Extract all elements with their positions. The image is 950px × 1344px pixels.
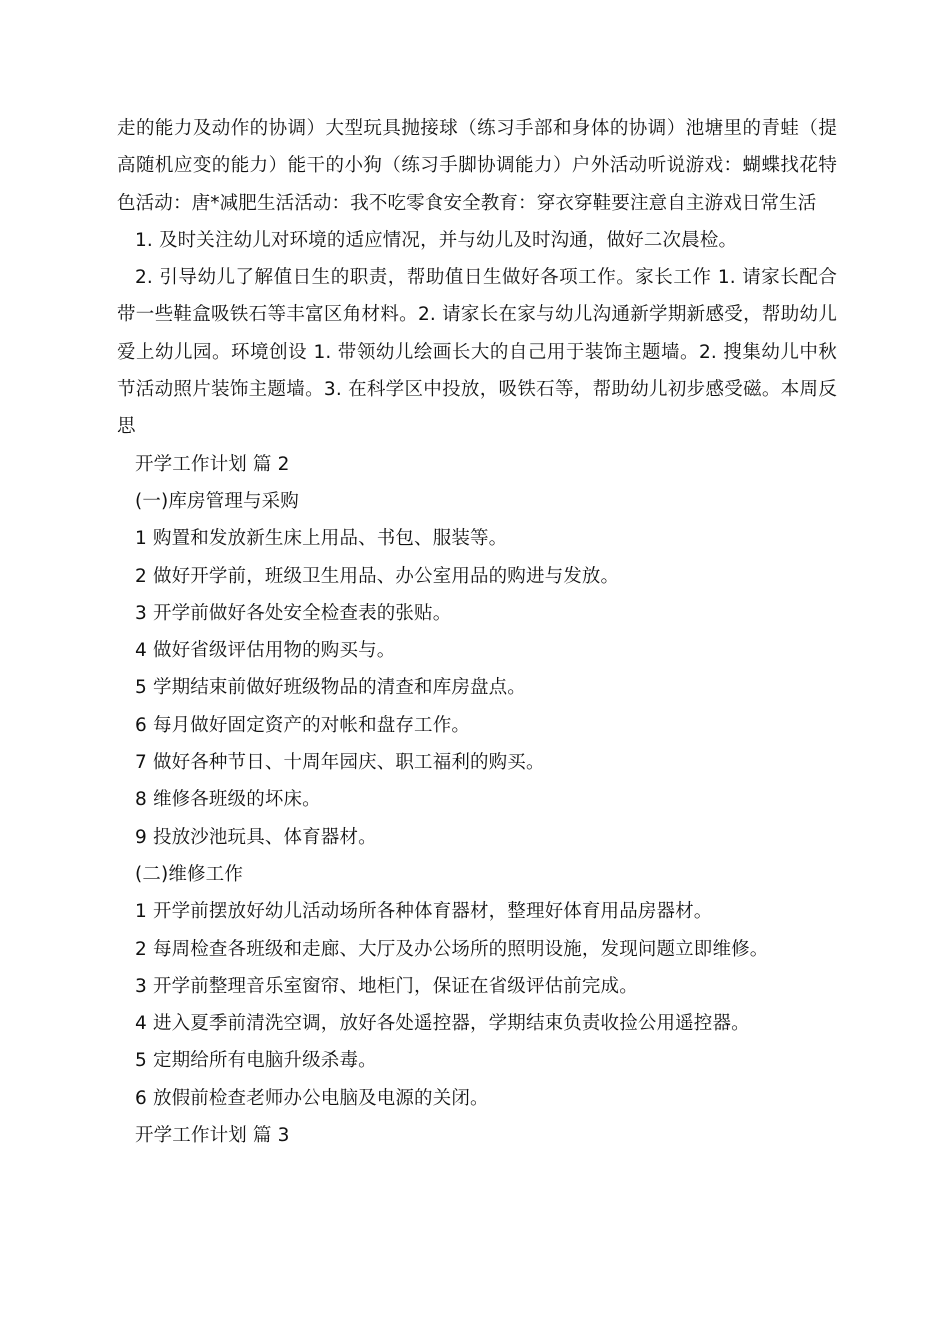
daily-item-1: 1. 及时关注幼儿对环境的适应情况，并与幼儿及时沟通，做好二次晨检。 bbox=[135, 229, 738, 251]
list-item: 5 学期结束前做好班级物品的清查和库房盘点。 bbox=[135, 677, 526, 699]
list-item: 7 做好各种节日、十周年园庆、职工福利的购买。 bbox=[135, 752, 545, 774]
section-3-heading: 开学工作计划 篇 3 bbox=[135, 1125, 290, 1147]
subsection-maintenance-title: (二)维修工作 bbox=[135, 863, 243, 885]
list-item: 8 维修各班级的坏床。 bbox=[135, 789, 321, 811]
opening-paragraph: 走的能力及动作的协调）大型玩具抛接球（练习手部和身体的协调）池塘里的青蛙（提高随机应变的能力）能干的小狗（练习手脚协调能力）户外活动听说游戏：蝴蝶找花特色活动：唐*减肥生活活动：我不吃零食安全教育：穿衣穿鞋要注意自主游戏日常生活 bbox=[117, 118, 837, 214]
list-item: 9 投放沙池玩具、体育器材。 bbox=[135, 826, 377, 848]
subsection-warehouse-title: (一)库房管理与采购 bbox=[135, 490, 299, 512]
list-item: 1 开学前摆放好幼儿活动场所各种体育器材，整理好体育用品房器材。 bbox=[135, 901, 713, 923]
list-item: 3 开学前做好各处安全检查表的张贴。 bbox=[135, 602, 452, 624]
list-item: 4 做好省级评估用物的购买与。 bbox=[135, 640, 396, 662]
list-item: 1 购置和发放新生床上用品、书包、服装等。 bbox=[135, 528, 508, 550]
list-item: 2 做好开学前，班级卫生用品、办公室用品的购进与发放。 bbox=[135, 565, 620, 587]
list-item: 6 每月做好固定资产的对帐和盘存工作。 bbox=[135, 714, 471, 736]
section-2-heading: 开学工作计划 篇 2 bbox=[135, 453, 290, 475]
list-item: 6 放假前检查老师办公电脑及电源的关闭。 bbox=[135, 1087, 489, 1109]
list-item: 5 定期给所有电脑升级杀毒。 bbox=[135, 1050, 377, 1072]
list-item: 4 进入夏季前清洗空调，放好各处遥控器，学期结束负责收捡公用遥控器。 bbox=[135, 1013, 750, 1035]
document-page bbox=[117, 110, 837, 1154]
list-item: 3 开学前整理音乐室窗帘、地柜门，保证在省级评估前完成。 bbox=[135, 975, 638, 997]
daily-item-2: 2. 引导幼儿了解值日生的职责，帮助值日生做好各项工作。家长工作 1. 请家长配合带一些鞋盒吸铁石等丰富区角材料。2. 请家长在家与幼儿沟通新学期新感受，帮助幼儿爱上幼儿园。环境创设 1. 带领幼儿绘画长大的自己用于装饰主题墙。2. 搜集幼儿中秋节活动照片装饰主题墙。3. 在科学区中投放，吸铁石等，帮助幼儿初步感受磁。本周反思 bbox=[117, 267, 837, 438]
list-item: 2 每周检查各班级和走廊、大厅及办公场所的照明设施，发现问题立即维修。 bbox=[135, 938, 769, 960]
